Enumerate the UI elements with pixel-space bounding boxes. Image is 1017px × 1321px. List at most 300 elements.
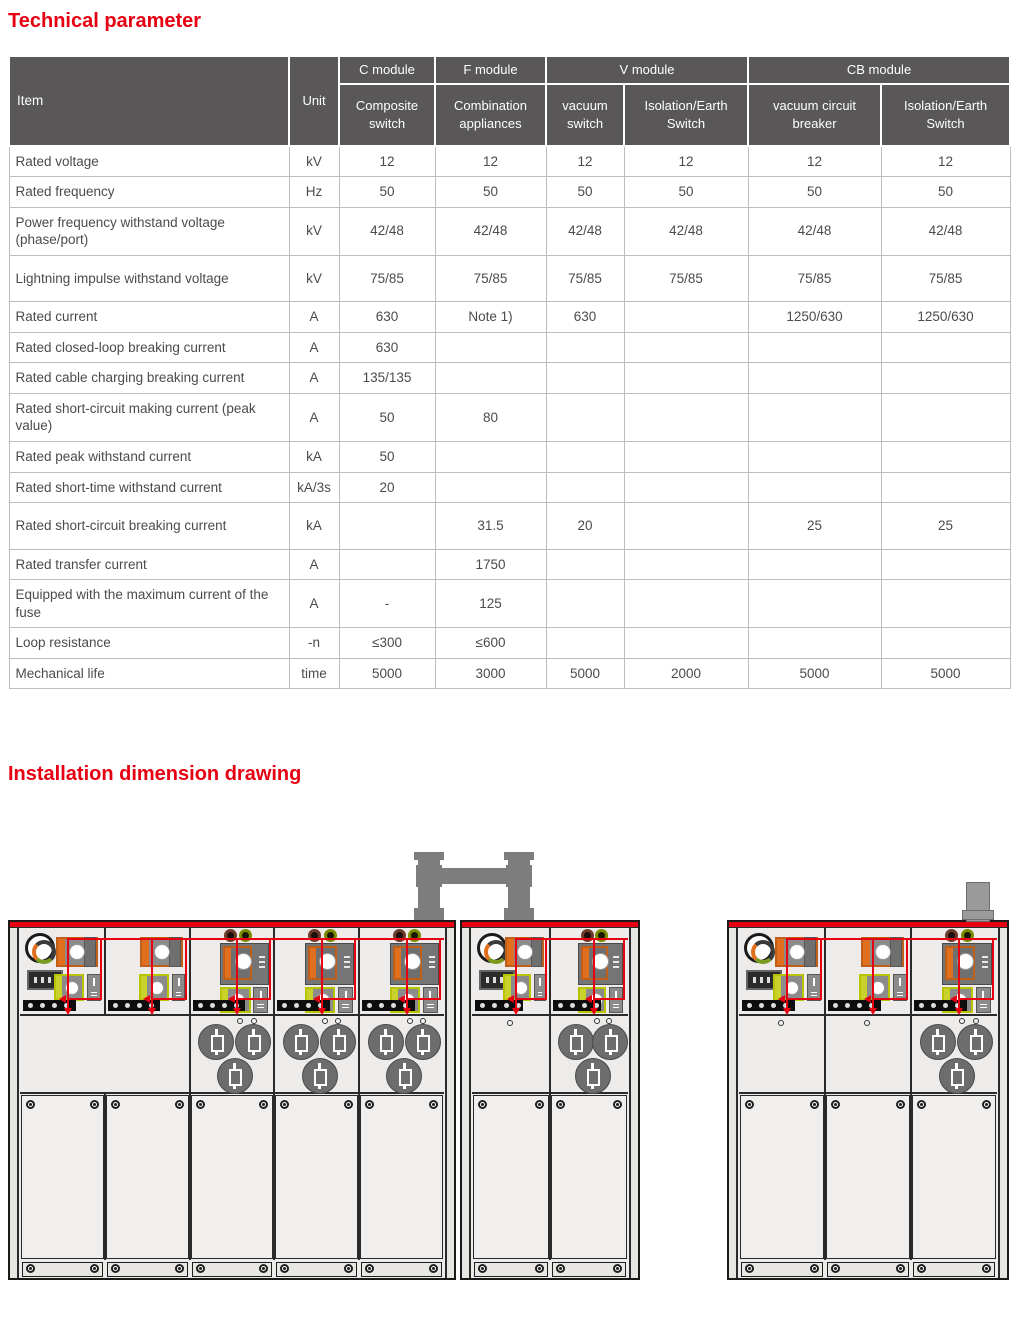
screw-icon — [831, 1100, 840, 1109]
bottom-cover-strip — [474, 1262, 548, 1277]
fuse-compartment — [190, 1016, 275, 1092]
cable-door-panel — [912, 1095, 996, 1259]
indicator-dot-icon — [391, 1003, 396, 1008]
breaker-mechanism-panel — [220, 943, 269, 985]
mimic-line — [439, 938, 441, 1000]
table-cell-value-2: 75/85 — [546, 255, 624, 302]
earth-position-indicator-icon — [338, 987, 353, 1013]
table-cell-value-1: 31.5 — [435, 503, 546, 550]
table-cell-value-0: 42/48 — [339, 207, 435, 255]
mechanism-label — [142, 939, 149, 965]
vent-hole-icon — [507, 1020, 513, 1026]
indicator-dot-icon — [480, 1003, 485, 1008]
screw-icon — [613, 1264, 622, 1273]
mechanism-marks — [613, 956, 619, 968]
table-cell-value-5: 25 — [881, 503, 1010, 550]
module-fuse-breaker — [190, 928, 275, 1014]
fuse-canister-icon — [575, 1058, 611, 1094]
section-title-technical-parameter: Technical parameter — [8, 10, 202, 32]
table-cell-value-0: 50 — [339, 442, 435, 473]
table-cell-item: Rated current — [9, 302, 289, 333]
screw-icon — [478, 1100, 487, 1109]
cable-door-panel — [275, 1095, 358, 1259]
side-rail-left — [729, 928, 738, 1278]
mimic-busbar-line — [786, 938, 997, 940]
table-cell-value-4 — [748, 628, 881, 659]
table-cell-value-5 — [881, 580, 1010, 628]
table-cell-value-3 — [624, 549, 748, 580]
screw-icon — [175, 1264, 184, 1273]
indicator-dot-icon — [52, 1003, 57, 1008]
mimic-line — [786, 998, 820, 1000]
table-cell-value-5: 12 — [881, 146, 1010, 177]
earth-position-indicator-icon — [976, 987, 991, 1013]
earth-position-indicator-icon — [609, 987, 623, 1013]
table-cell-value-0: ≤300 — [339, 628, 435, 659]
mimic-line — [321, 998, 354, 1000]
table-cell-value-4 — [748, 580, 881, 628]
col-group-header-3: CB module — [748, 56, 1010, 84]
table-cell-value-4 — [748, 549, 881, 580]
mechanism-side-box — [890, 937, 902, 967]
indicator-dot-icon — [582, 1003, 587, 1008]
bottom-cover-strip — [827, 1262, 909, 1277]
mimic-line — [406, 998, 439, 1000]
mechanism-label — [507, 939, 514, 965]
mechanism-label — [863, 939, 870, 965]
table-cell-value-3: 75/85 — [624, 255, 748, 302]
table-cell-value-4 — [748, 472, 881, 503]
bottom-cover-strip — [22, 1262, 103, 1277]
indicator-dot-icon — [931, 1003, 936, 1008]
mimic-arrow-down — [233, 1008, 241, 1015]
operating-shaft-icon — [154, 944, 170, 960]
operating-shaft-icon — [789, 944, 805, 960]
col-sub-header-4: vacuum circuit breaker — [748, 84, 881, 146]
cable-door-panel — [826, 1095, 910, 1259]
cable-door-panel — [21, 1095, 104, 1259]
table-cell-value-1: ≤600 — [435, 628, 546, 659]
mechanism-label — [225, 948, 231, 978]
selector-knob-icon — [408, 929, 421, 942]
table-cell-value-0: 50 — [339, 393, 435, 441]
screw-icon — [196, 1100, 205, 1109]
table-cell-value-4 — [748, 363, 881, 394]
table-cell-value-0: 630 — [339, 302, 435, 333]
fuse-canister-icon — [386, 1058, 422, 1094]
table-cell-value-3 — [624, 472, 748, 503]
fuse-canister-icon — [368, 1024, 404, 1060]
mimic-line — [185, 938, 187, 1000]
busbar-bridge-flange — [504, 852, 534, 860]
screw-icon — [111, 1100, 120, 1109]
table-cell-value-3 — [624, 363, 748, 394]
vent-hole-icon — [778, 1020, 784, 1026]
table-cell-value-0: - — [339, 580, 435, 628]
screw-icon — [26, 1100, 35, 1109]
table-cell-unit: A — [289, 302, 339, 333]
operating-shaft-icon — [875, 944, 891, 960]
fuse-canister-icon — [939, 1058, 975, 1094]
cable-door-panel — [740, 1095, 824, 1259]
table-row — [9, 207, 1010, 255]
table-cell-value-2 — [546, 393, 624, 441]
mimic-line — [151, 998, 184, 1000]
vent-hole-icon — [594, 1018, 600, 1024]
table-row — [9, 472, 1010, 503]
mimic-line — [906, 938, 908, 1000]
mimic-arrow-down — [783, 1008, 791, 1015]
indicator-dot-icon — [570, 1003, 575, 1008]
table-row — [9, 658, 1010, 689]
table-cell-value-5: 50 — [881, 177, 1010, 208]
module-ring — [105, 928, 190, 1014]
col-header-unit: Unit — [289, 56, 339, 146]
table-cell-value-5 — [881, 363, 1010, 394]
table-cell-value-3 — [624, 302, 748, 333]
screw-icon — [745, 1264, 754, 1273]
table-cell-unit: -n — [289, 628, 339, 659]
table-cell-value-0: 20 — [339, 472, 435, 503]
module-fuse-breaker — [274, 928, 359, 1014]
vent-hole-icon — [237, 1018, 243, 1024]
table-cell-value-4 — [748, 393, 881, 441]
mimic-arrow-down — [869, 1008, 877, 1015]
table-cell-value-2 — [546, 442, 624, 473]
mimic-arrow-left — [59, 995, 66, 1003]
fuse-canister-icon — [217, 1058, 253, 1094]
earth-position-indicator-icon — [172, 974, 186, 1001]
col-sub-header-5: Isolation/Earth Switch — [881, 84, 1010, 146]
table-row — [9, 302, 1010, 333]
indicator-dot-icon — [492, 1003, 497, 1008]
screw-icon — [535, 1264, 544, 1273]
table-cell-value-4: 1250/630 — [748, 302, 881, 333]
table-cell-value-1: Note 1) — [435, 302, 546, 333]
table-cell-value-1 — [435, 332, 546, 363]
col-header-item: Item — [9, 56, 289, 146]
table-cell-unit: A — [289, 580, 339, 628]
mimic-arrow-down — [148, 1008, 156, 1015]
mimic-line — [872, 998, 906, 1000]
vent-hole-icon — [407, 1018, 413, 1024]
table-cell-value-3 — [624, 628, 748, 659]
table-cell-unit: kV — [289, 255, 339, 302]
selector-knob-icon — [961, 929, 974, 942]
mechanism-label — [395, 948, 401, 978]
mimic-arrow-left — [398, 995, 405, 1003]
table-cell-unit: kV — [289, 146, 339, 177]
indicator-dot-icon — [857, 1003, 862, 1008]
indicator-dot-icon — [137, 1003, 142, 1008]
side-rail-right — [998, 928, 1007, 1278]
operating-mechanism-icon — [505, 937, 544, 967]
screw-icon — [917, 1100, 926, 1109]
screw-icon — [90, 1100, 99, 1109]
screw-icon — [896, 1264, 905, 1273]
section-title-installation-drawing: Installation dimension drawing — [8, 763, 302, 785]
table-cell-value-2: 630 — [546, 302, 624, 333]
screw-icon — [280, 1264, 289, 1273]
cable-door-panel — [360, 1095, 443, 1259]
table-cell-value-0 — [339, 549, 435, 580]
earth-position-indicator-icon — [893, 974, 907, 1001]
mimic-line — [958, 998, 992, 1000]
breaker-mechanism-panel — [305, 943, 354, 985]
table-cell-unit: kA/3s — [289, 472, 339, 503]
rmu-block-2-module — [460, 920, 640, 1280]
mimic-arrow-down — [318, 1008, 326, 1015]
module-fuse-breaker — [550, 928, 628, 1014]
indicator-dot-icon — [113, 1003, 118, 1008]
mechanism-marks — [429, 956, 435, 968]
table-cell-value-1: 12 — [435, 146, 546, 177]
indicator-dot-icon — [759, 1003, 764, 1008]
table-cell-value-4: 42/48 — [748, 207, 881, 255]
indicator-dot-icon — [294, 1003, 299, 1008]
screw-icon — [259, 1100, 268, 1109]
busbar-bridge-flange — [414, 852, 444, 860]
col-sub-header-3: Isolation/Earth Switch — [624, 84, 748, 146]
indicator-dot-icon — [125, 1003, 130, 1008]
selector-knob-icon — [393, 929, 406, 942]
blank-compartment — [472, 1016, 550, 1092]
table-cell-value-5: 1250/630 — [881, 302, 1010, 333]
table-cell-unit: kV — [289, 207, 339, 255]
mimic-arrow-left — [585, 995, 592, 1003]
table-cell-value-2 — [546, 332, 624, 363]
indicator-dot-icon — [771, 1003, 776, 1008]
screw-icon — [982, 1264, 991, 1273]
selector-knob-icon — [324, 929, 337, 942]
table-cell-value-5: 75/85 — [881, 255, 1010, 302]
module-fuse-breaker — [911, 928, 997, 1014]
selector-knob-icon — [308, 929, 321, 942]
mimic-line — [992, 938, 994, 1000]
mimic-line — [269, 938, 271, 1000]
breaker-mechanism-panel — [390, 943, 439, 985]
table-cell-item: Rated closed-loop breaking current — [9, 332, 289, 363]
table-cell-value-3 — [624, 503, 748, 550]
installation-dimension-drawing — [0, 838, 1017, 1308]
mimic-arrow-left — [864, 995, 871, 1003]
table-cell-value-2: 20 — [546, 503, 624, 550]
table-cell-item: Rated peak withstand current — [9, 442, 289, 473]
mimic-arrow-left — [507, 995, 514, 1003]
table-cell-value-4: 50 — [748, 177, 881, 208]
table-cell-item: Loop resistance — [9, 628, 289, 659]
table-cell-item: Lightning impulse withstand voltage — [9, 255, 289, 302]
mechanism-side-box — [804, 937, 816, 967]
mimic-line — [515, 998, 545, 1000]
screw-icon — [810, 1264, 819, 1273]
screw-icon — [982, 1100, 991, 1109]
rmu-block-3-module — [727, 920, 1009, 1280]
table-cell-item: Mechanical life — [9, 658, 289, 689]
fuse-canister-icon — [302, 1058, 338, 1094]
indicator-dot-icon — [833, 1003, 838, 1008]
table-cell-value-2 — [546, 628, 624, 659]
indicator-dot-icon — [845, 1003, 850, 1008]
table-cell-unit: kA — [289, 503, 339, 550]
table-cell-value-5 — [881, 332, 1010, 363]
table-cell-value-4: 75/85 — [748, 255, 881, 302]
vent-hole-icon — [322, 1018, 328, 1024]
mimic-arrow-left — [313, 995, 320, 1003]
bottom-cover-strip — [913, 1262, 995, 1277]
mimic-line — [236, 998, 269, 1000]
vent-hole-icon — [864, 1020, 870, 1026]
col-sub-header-1: Combination appliances — [435, 84, 546, 146]
table-cell-value-1: 3000 — [435, 658, 546, 689]
table-cell-value-3: 42/48 — [624, 207, 748, 255]
table-cell-value-0 — [339, 503, 435, 550]
bottom-cover-strip — [192, 1262, 273, 1277]
table-cell-value-2 — [546, 472, 624, 503]
module-ring-logo — [20, 928, 105, 1014]
table-cell-unit: A — [289, 332, 339, 363]
table-cell-item: Rated cable charging breaking current — [9, 363, 289, 394]
table-cell-value-5: 5000 — [881, 658, 1010, 689]
mimic-line — [593, 998, 623, 1000]
side-rail-left — [10, 928, 19, 1278]
table-cell-value-4: 25 — [748, 503, 881, 550]
bottom-cover-strip — [276, 1262, 357, 1277]
table-row — [9, 580, 1010, 628]
table-row — [9, 393, 1010, 441]
screw-icon — [613, 1100, 622, 1109]
busbar-bridge-beam — [427, 868, 521, 884]
screw-icon — [344, 1264, 353, 1273]
table-cell-item: Equipped with the maximum current of the fuse — [9, 580, 289, 628]
table-cell-value-1: 42/48 — [435, 207, 546, 255]
table-cell-unit: kA — [289, 442, 339, 473]
bottom-cover-strip — [741, 1262, 823, 1277]
fuse-compartment — [550, 1016, 628, 1092]
table-cell-value-1: 75/85 — [435, 255, 546, 302]
mechanism-label — [947, 948, 953, 978]
mimic-line — [623, 938, 625, 1000]
table-cell-unit: time — [289, 658, 339, 689]
fuse-compartment — [911, 1016, 997, 1092]
table-cell-value-0: 75/85 — [339, 255, 435, 302]
fuse-canister-icon — [283, 1024, 319, 1060]
mechanism-marks — [259, 956, 265, 968]
selector-knob-icon — [595, 929, 608, 942]
table-cell-value-2: 42/48 — [546, 207, 624, 255]
selector-knob-icon — [224, 929, 237, 942]
table-cell-unit: A — [289, 393, 339, 441]
mimic-line — [100, 938, 102, 1000]
screw-icon — [917, 1264, 926, 1273]
col-group-header-0: C module — [339, 56, 435, 84]
table-row — [9, 146, 1010, 177]
screw-icon — [556, 1264, 565, 1273]
brand-logo-icon — [744, 933, 774, 963]
earth-position-indicator-icon — [423, 987, 438, 1013]
table-cell-value-3 — [624, 393, 748, 441]
table-cell-value-2: 12 — [546, 146, 624, 177]
screw-icon — [111, 1264, 120, 1273]
operating-mechanism-icon — [140, 937, 182, 967]
table-cell-value-4: 12 — [748, 146, 881, 177]
screw-icon — [810, 1100, 819, 1109]
table-cell-value-1: 125 — [435, 580, 546, 628]
table-cell-value-5 — [881, 628, 1010, 659]
table-cell-value-0: 135/135 — [339, 363, 435, 394]
table-cell-value-0: 50 — [339, 177, 435, 208]
indicator-dot-icon — [28, 1003, 33, 1008]
screw-icon — [429, 1100, 438, 1109]
fuse-canister-icon — [920, 1024, 956, 1060]
table-cell-value-1: 1750 — [435, 549, 546, 580]
table-cell-value-2 — [546, 363, 624, 394]
table-cell-value-3 — [624, 332, 748, 363]
mechanism-marks — [344, 956, 350, 968]
side-rail-right — [445, 928, 454, 1278]
earth-position-indicator-icon — [807, 974, 821, 1001]
technical-parameter-table — [8, 55, 1009, 689]
table-cell-unit: A — [289, 549, 339, 580]
table-cell-unit: Hz — [289, 177, 339, 208]
table-row — [9, 442, 1010, 473]
selector-knob-icon — [239, 929, 252, 942]
mimic-line — [67, 998, 100, 1000]
operating-shaft-icon — [69, 944, 85, 960]
mimic-arrow-down — [590, 1008, 598, 1015]
breaker-mechanism-panel — [942, 943, 992, 985]
table-cell-value-1 — [435, 472, 546, 503]
busbar-bridge-flange — [504, 908, 534, 920]
cable-door-panel — [106, 1095, 189, 1259]
brand-logo-icon — [25, 933, 55, 963]
mechanism-side-box — [84, 937, 96, 967]
module-ring-logo — [739, 928, 825, 1014]
table-cell-value-2: 5000 — [546, 658, 624, 689]
indicator-dot-icon — [282, 1003, 287, 1008]
earth-position-indicator-icon — [87, 974, 101, 1001]
mimic-line — [545, 938, 547, 1000]
module-fuse-breaker — [359, 928, 444, 1014]
table-cell-item: Rated transfer current — [9, 549, 289, 580]
mimic-arrow-left — [143, 995, 150, 1003]
fuse-canister-icon — [558, 1024, 594, 1060]
mechanism-label — [583, 948, 589, 978]
table-cell-value-0: 12 — [339, 146, 435, 177]
busbar-bridge-flange — [414, 908, 444, 920]
top-duct-stub-flange — [962, 910, 994, 920]
fuse-compartment — [359, 1016, 444, 1092]
blank-compartment — [825, 1016, 911, 1092]
table-cell-value-2 — [546, 580, 624, 628]
col-group-header-1: F module — [435, 56, 546, 84]
screw-icon — [429, 1264, 438, 1273]
mimic-line — [820, 938, 822, 1000]
table-cell-value-1: 80 — [435, 393, 546, 441]
mechanism-label — [310, 948, 316, 978]
table-cell-item: Rated short-circuit breaking current — [9, 503, 289, 550]
table-cell-value-2 — [546, 549, 624, 580]
table-cell-item: Rated voltage — [9, 146, 289, 177]
table-cell-item: Power frequency withstand voltage (phase/port) — [9, 207, 289, 255]
indicator-dot-icon — [919, 1003, 924, 1008]
mechanism-marks — [982, 956, 988, 968]
cable-door-panel — [551, 1095, 627, 1259]
table-cell-value-3 — [624, 580, 748, 628]
table-row — [9, 177, 1010, 208]
screw-icon — [26, 1264, 35, 1273]
rmu-block-5-module — [8, 920, 456, 1280]
